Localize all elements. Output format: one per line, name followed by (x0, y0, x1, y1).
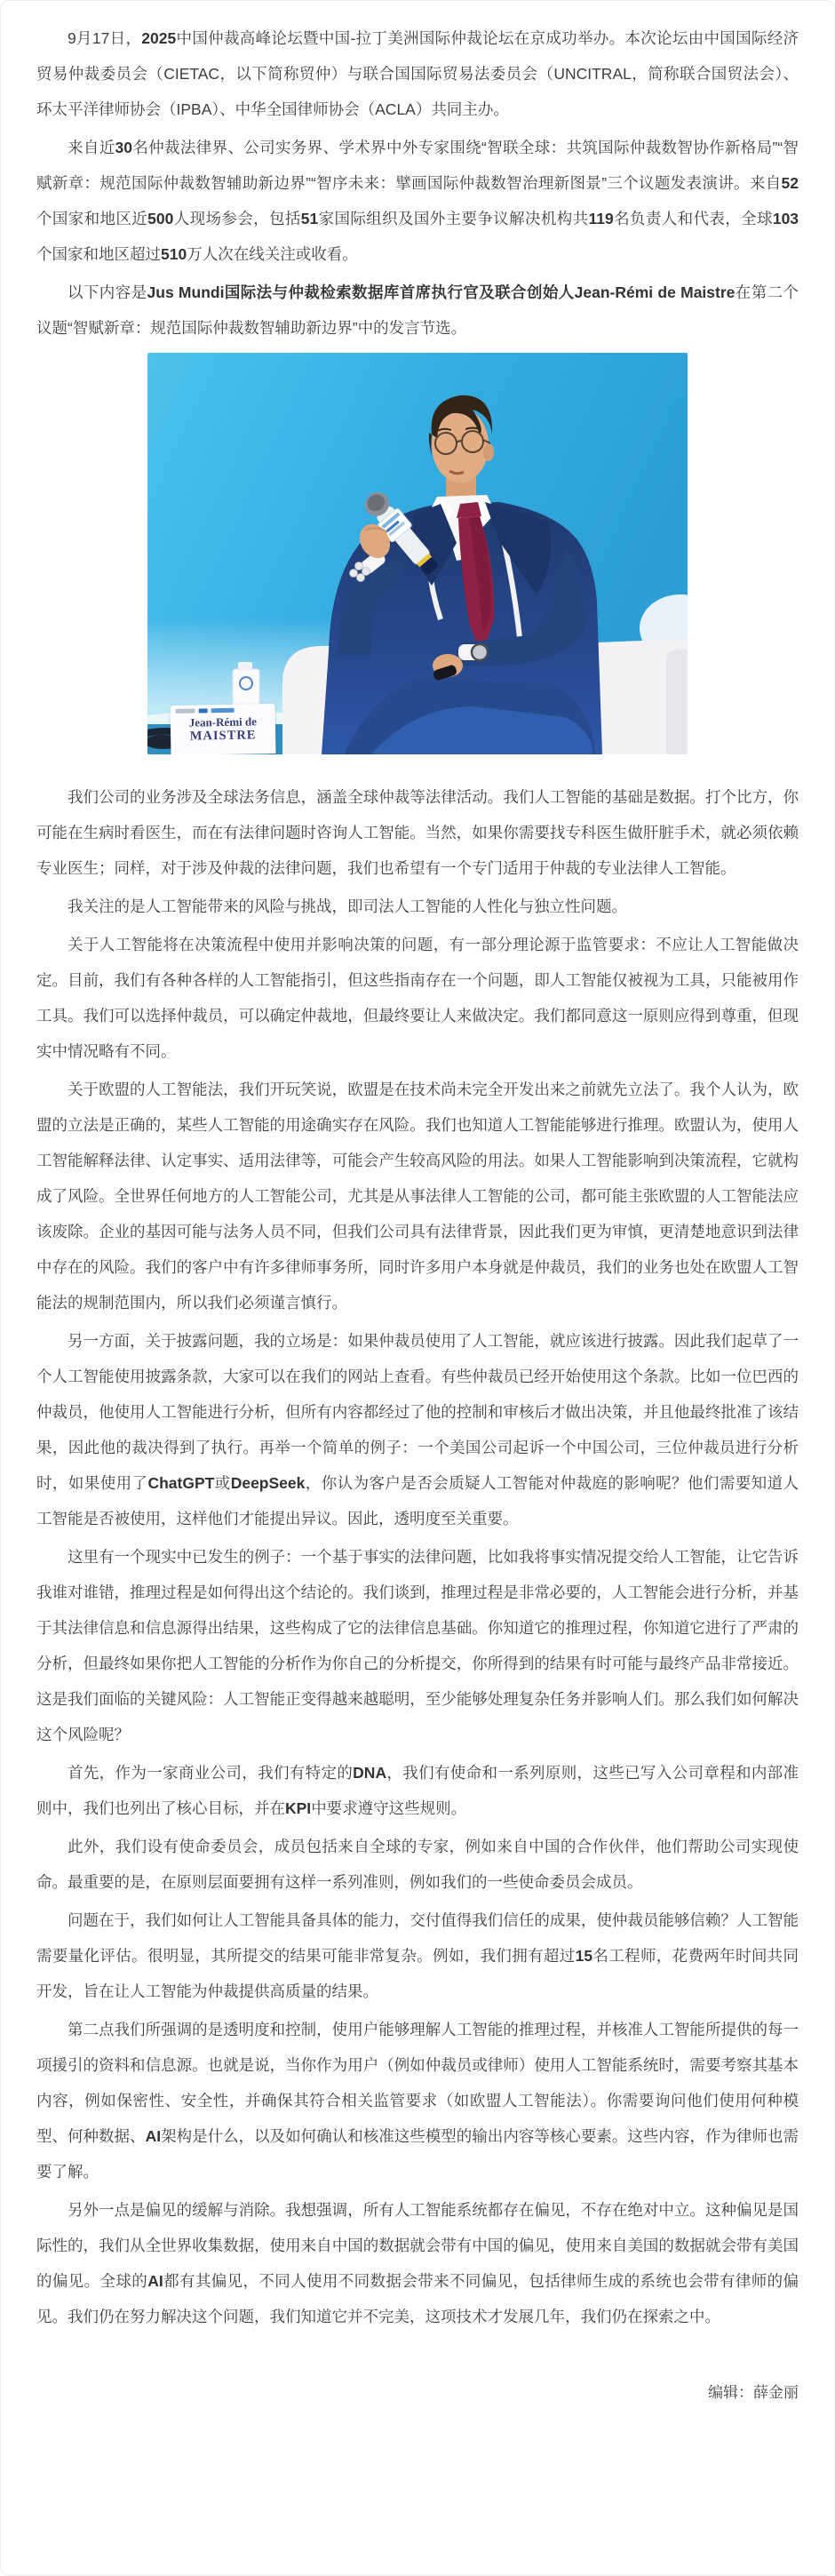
text-run: 我关注的是人工智能带来的风险与挑战，即司法人工智能的人性化与独立性问题。 (68, 897, 627, 915)
text-run: 在第二个议题“智赋新章：规范国际仲裁数智辅助新边界”中的发言节选。 (36, 283, 799, 337)
text-run: 此外，我们设有使命委员会，成员包括来自全球的专家，例如来自中国的合作伙伴，他们帮助公司实现使命。最重要的是，在原则层面要拥有这样一系列准则，例如我们的一些使命委员会成员。 (36, 1838, 799, 1891)
emphasis-text: Jus Mundi国际法与仲裁检索数据库首席执行官及联合创始人Jean-Rémi de Maistre (147, 283, 736, 301)
emphasis-text: ChatGPT (147, 1474, 215, 1492)
water-carton (233, 662, 259, 708)
emphasis-text: 103 (772, 210, 799, 227)
text-run: 人现场参会，包括 (173, 210, 301, 227)
text-run: 或 (214, 1474, 231, 1492)
emphasis-text: 510 (161, 245, 187, 263)
text-run: 名负责人和代表，全球 (613, 210, 773, 227)
text-run: 名工程师，花费两年时间共同开发，旨在让人工智能为仲裁提供高质量的结果。 (36, 1947, 799, 2000)
text-run: 另一方面，关于披露问题，我的立场是：如果仲裁员使用了人工智能，就应该进行披露。因此我们起草了一个人工智能使用披露条款，大家可以在我们的网站上查看。有些仲裁员已经开始使用这个条款。比如一位巴西的仲裁员，他使用人工智能进行分析，但所有内容都经过了他的控制和审核后才做出决策，并且他最终批准了该结果，因此他的裁决得到了执行。再举一个简单的例子：一个美国公司起诉一个中国公司，三位仲裁员进行分析时，如果使用了 (36, 1332, 799, 1492)
emphasis-text: KPI (285, 1799, 312, 1817)
name-card-line1: Jean-Rémi de (188, 714, 258, 730)
conference-photo[interactable] (147, 353, 688, 754)
text-run: 中国仲裁高峰论坛暨中国-拉丁美洲国际仲裁论坛在京成功举办。本次论坛由中国国际经济贸易仲裁委员会（CIETAC，以下简称贸仲）与联合国国际贸易法委员会（UNCITRAL，简称联合国贸法会）、环太平洋律师协会（IPBA）、中华全国律师协会（ACLA）共同主办。 (36, 29, 799, 118)
text-run: 都有其偏见，不同人使用不同数据会带来不同偏见，包括律师生成的系统也会带有律师的偏见。我们仍在努力解决这个问题，我们知道它并不完美，这项技术才发展几年，我们仍在探索之中。 (36, 2272, 799, 2325)
text-run: 这里有一个现实中已发生的例子：一个基于事实的法律问题，比如我将事实情况提交给人工智能，让它告诉我谁对谁错，推理过程是如何得出这个结论的。我们谈到，推理过程是非常必要的，人工智能会进行分析，并基于其法律信息和信息源得出结果，这些构成了它的法律信息基础。你知道它的推理过程，你知道它进行了严肃的分析，但最终如果你把人工智能的分析作为你自己的分析提交，你所得到的结果有时可能与最终产品非常接近。这是我们面临的关键风险：人工智能正变得越来越聪明，至少能够处理复杂任务并影响人们。那么我们如何解决这个风险呢？ (36, 1548, 799, 1743)
paragraph (36, 2012, 799, 2189)
text-run: 万人次在线关注或收看。 (187, 245, 358, 263)
paragraph (36, 889, 799, 924)
text-run: 我们公司的业务涉及全球法务信息，涵盖全球仲裁等法律活动。我们人工智能的基础是数据。打个比方，你可能在生病时看医生，而在有法律问题时咨询人工智能。当然，如果你需要找专科医生做肝脏手术，就必须依赖专业医生；同样，对于涉及仲裁的法律问题，我们也希望有一个专门适用于仲裁的专业法律人工智能。 (36, 788, 799, 877)
paragraph (36, 130, 799, 272)
text-run: 另外一点是偏见的缓解与消除。我想强调，所有人工智能系统都存在偏见，不存在绝对中立。这种偏见是国际性的，我们从全世界收集数据，使用来自中国的数据就会带有中国的偏见，使用来自美国的数据就会带有美国的偏见。全球的 (36, 2201, 799, 2290)
paragraph (36, 927, 799, 1069)
emphasis-text: 51 (300, 210, 319, 227)
emphasis-text: 15 (575, 1947, 593, 1965)
paragraph (36, 20, 799, 127)
paragraph (36, 1323, 799, 1536)
text-run: 关于欧盟的人工智能法，我们开玩笑说，欧盟是在技术尚未完全开发出来之前就先立法了。我个人认为，欧盟的立法是正确的，某些人工智能的用途确实存在风险。我们也知道人工智能能够进行推理。欧盟认为，使用人工智能解释法律、认定事实、适用法律等，可能会产生较高风险的用法。如果人工智能影响到决策流程，它就构成了风险。全世界任何地方的人工智能公司，尤其是从事法律人工智能的公司，都可能主张欧盟的人工智能法应该废除。企业的基因可能与法务人员不同，但我们公司具有法律背景，因此我们更为审慎，更清楚地意识到法律中存在的风险。我们的客户中有许多律师事务所，同时许多用户本身就是仲裁员，我们的业务也处在欧盟人工智能法的规制范围内，所以我们必须谨言慎行。 (36, 1081, 799, 1312)
emphasis-text: 30 (115, 139, 133, 156)
conference-photo-graphic (147, 353, 688, 754)
article-body-top (36, 20, 799, 346)
emphasis-text: 52 (781, 174, 799, 192)
emphasis-text: 2025 (141, 29, 177, 47)
text-run: 中要求遵守这些规则。 (311, 1799, 467, 1817)
text-run: 架构是什么，以及如何确认和核准这些模型的输出内容等核心要素。这些内容，作为律师也需要了解。 (36, 2127, 799, 2181)
paragraph (36, 275, 799, 346)
text-run: 9月17日， (68, 29, 142, 47)
speaker-name-card (171, 704, 276, 754)
text-run: 个国家和地区近 (36, 210, 148, 227)
emphasis-text: 500 (147, 210, 174, 227)
editor-credit: 编辑：薛金丽 (708, 2384, 799, 2401)
text-run: ，我们有使命和一系列原则，这些已写入公司章程和内部准则中，我们也列出了核心目标，并在 (36, 1764, 799, 1817)
text-run: 第二点我们所强调的是透明度和控制，使用户能够理解人工智能的推理过程，并核准人工智能所提供的每一项援引的资料和信息源。也就是说，当你作为用户（例如仲裁员或律师）使用人工智能系统时，需要考察其基本内容，例如保密性、安全性，并确保其符合相关监管要求（如欧盟人工智能法）。你需要询问他们使用何种模型、何种数据、 (36, 2021, 799, 2145)
paragraph (36, 1539, 799, 1752)
text-run: ，你认为客户是否会质疑人工智能对仲裁庭的影响呢？他们需要知道人工智能是否被使用，这样他们才能提出异议。因此，透明度至关重要。 (36, 1474, 799, 1527)
name-card-logos (171, 704, 275, 714)
paragraph (36, 1755, 799, 1826)
text-run: 以下内容是 (68, 283, 147, 301)
paragraph (36, 1829, 799, 1900)
emphasis-text: AI (147, 2272, 163, 2290)
emphasis-text: 119 (588, 210, 614, 227)
text-run: 名仲裁法律界、公司实务界、学术界中外专家围绕“智联全球：共筑国际仲裁数智协作新格局”“智赋新章：规范国际仲裁数智辅助新边界”“智序未来：擘画国际仲裁数智治理新图景”三个议题发表演讲。来自 (36, 139, 799, 192)
text-run: 首先，作为一家商业公司，我们有特定的 (68, 1764, 354, 1782)
emphasis-text: AI (145, 2127, 162, 2145)
name-card-line2: MAISTRE (189, 728, 257, 744)
paragraph (36, 779, 799, 886)
text-run: 关于人工智能将在决策流程中使用并影响决策的问题，有一部分理论源于监管要求：不应让人工智能做决定。目前，我们有各种各样的人工智能指引，但这些指南存在一个问题，即人工智能仅被视为工具，只能被用作工具。我们可以选择仲裁员，可以确定仲裁地，但最终要让人来做决定。我们都同意这一原则应得到尊重，但现实中情况略有不同。 (36, 936, 799, 1060)
emphasis-text: DNA (353, 1764, 387, 1782)
article-body-bottom (36, 779, 799, 2334)
paragraph (36, 1902, 799, 2009)
text-run: 个国家和地区超过 (36, 245, 161, 263)
paragraph (36, 2192, 799, 2334)
text-run: 家国际组织及国外主要争议解决机构共 (318, 210, 589, 227)
text-run: 问题在于，我们如何让人工智能具备具体的能力，交付值得我们信任的成果，使仲裁员能够信赖？人工智能需要量化评估。很明显，其所提交的结果可能非常复杂。例如，我们拥有超过 (36, 1911, 799, 1965)
text-run: 来自近 (68, 139, 115, 156)
paragraph (36, 1072, 799, 1320)
emphasis-text: DeepSeek (230, 1474, 306, 1492)
